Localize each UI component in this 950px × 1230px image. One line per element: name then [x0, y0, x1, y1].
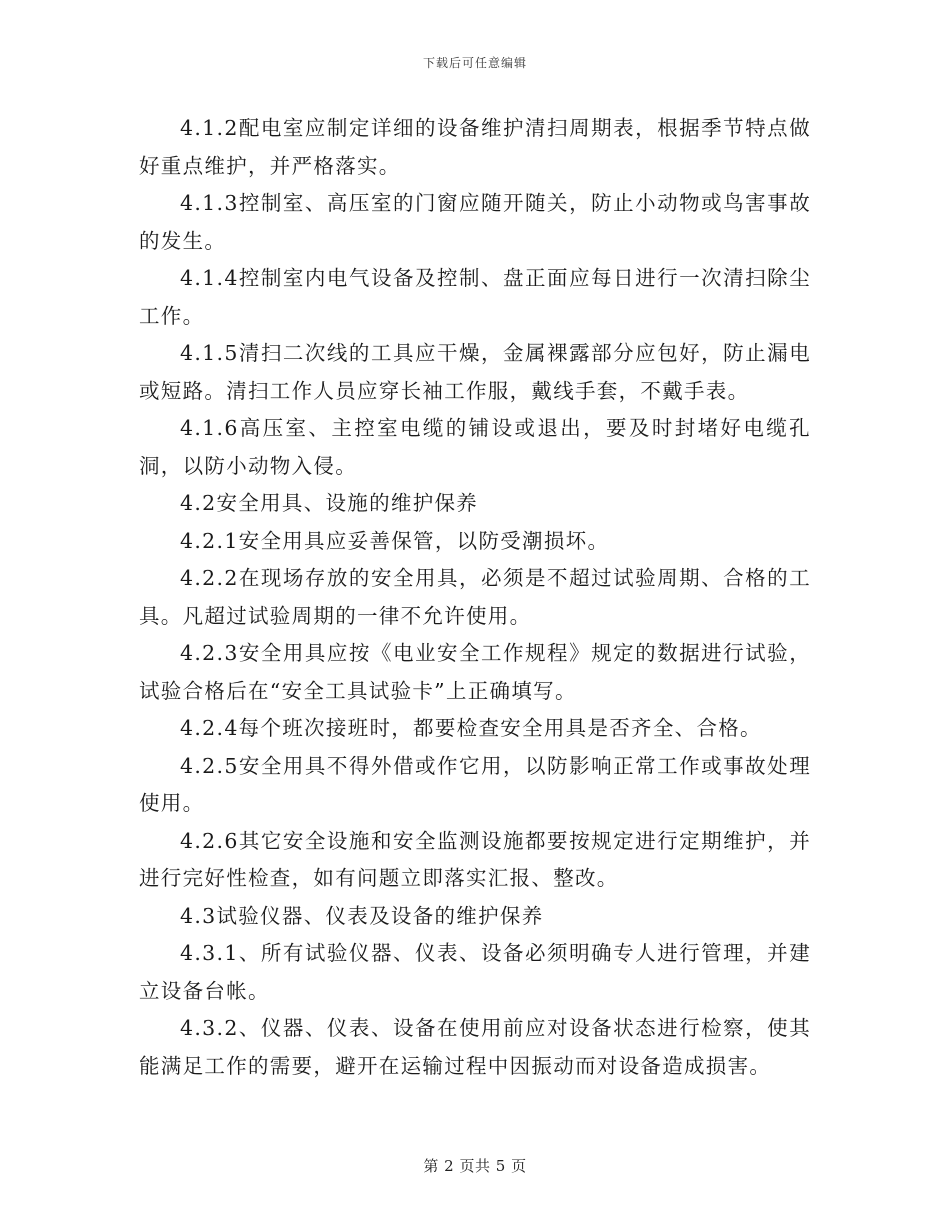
- paragraph-4-1-3: 4.1.3控制室、高压室的门窗应随开随关，防止小动物或鸟害事故的发生。: [139, 191, 811, 253]
- paragraph-4-2-5: 4.2.5安全用具不得外借或作它用，以防影响正常工作或事故处理使用。: [139, 753, 811, 815]
- page-number-footer: 第 2 页共 5 页: [423, 1157, 527, 1175]
- paragraph-4-1-2: 4.1.2配电室应制定详细的设备维护清扫周期表，根据季节特点做好重点维护，并严格落实。: [139, 116, 811, 178]
- paragraph-4-3-1: 4.3.1、所有试验仪器、仪表、设备必须明确专人进行管理，并建立设备台帐。: [139, 941, 811, 1003]
- document-body: [139, 110, 811, 1085]
- section-heading-4-3: 4.3试验仪器、仪表及设备的维护保养: [180, 903, 544, 928]
- paragraph-4-2-2: 4.2.2在现场存放的安全用具，必须是不超过试验周期、合格的工具。凡超过试验周期的一律不允许使用。: [139, 566, 811, 628]
- paragraph-4-2-1: 4.2.1安全用具应妥善保管，以防受潮损坏。: [180, 528, 610, 553]
- paragraph-4-2-3: 4.2.3安全用具应按《电业安全工作规程》规定的数据进行试验，试验合格后在“安全工具试验卡”上正确填写。: [139, 641, 811, 703]
- paragraph-4-3-2: 4.3.2、仪器、仪表、设备在使用前应对设备状态进行检察，使其能满足工作的需要，避开在运输过程中因振动而对设备造成损害。: [139, 1016, 811, 1078]
- section-heading-4-2: 4.2安全用具、设施的维护保养: [180, 491, 479, 515]
- paragraph-4-2-4: 4.2.4每个班次接班时，都要检查安全用具是否齐全、合格。: [180, 716, 762, 740]
- paragraph-4-1-4: 4.1.4控制室内电气设备及控制、盘正面应每日进行一次清扫除尘工作。: [139, 266, 811, 328]
- page-header: 下载后可任意编辑: [422, 56, 527, 70]
- paragraph-4-2-6: 4.2.6其它安全设施和安全监测设施都要按规定进行定期维护，并进行完好性检查，如有问题立即落实汇报、整改。: [139, 828, 811, 890]
- paragraph-4-1-5: 4.1.5清扫二次线的工具应干燥，金属裸露部分应包好，防止漏电或短路。清扫工作人员应穿长袖工作服，戴线手套，不戴手表。: [139, 341, 811, 403]
- paragraph-4-1-6: 4.1.6高压室、主控室电缆的铺设或退出，要及时封堵好电缆孔洞，以防小动物入侵。: [139, 416, 811, 478]
